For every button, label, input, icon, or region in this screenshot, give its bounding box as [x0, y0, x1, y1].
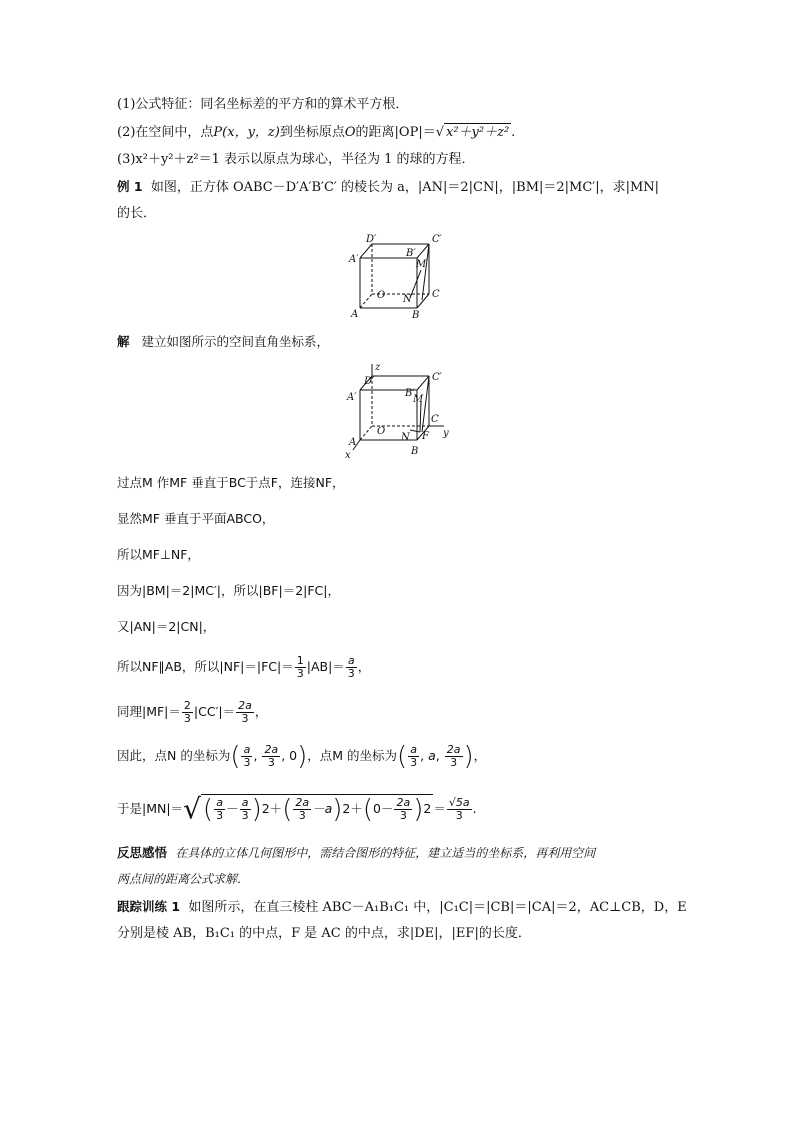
label-M: M [416, 259, 427, 270]
solution-label: 解 [117, 334, 130, 349]
label-y: y [443, 428, 449, 439]
fraction-2a-over-3: $\frac{2a}{3}$ [238, 699, 252, 725]
sphere-equation-line: (3)x²＋y²＋z²＝1 表示以原点为球心，半径为 1 的球的方程． [117, 152, 475, 167]
label-O: O [377, 426, 386, 437]
training-label: 跟踪训练 1 [117, 899, 181, 914]
formula-feature-line: (1)公式特征：同名坐标差的平方和的算术平方根． [117, 97, 409, 112]
label-A: A [349, 437, 357, 448]
training-line-2: 分别是棱 AB，B₁C₁ 的中点，F 是 AC 的中点，求|DE|，|EF|的长度． [117, 926, 531, 941]
reflection-line-2: 两点间的距离公式求解． [117, 872, 250, 886]
label-B-prime: B′ [406, 248, 416, 259]
label-C: C [431, 414, 439, 425]
label-C-prime: C′ [432, 372, 442, 383]
label-F: F [422, 431, 429, 442]
label-D-prime: D′ [364, 376, 375, 387]
label-B: B [411, 446, 419, 457]
label-x: x [345, 450, 351, 460]
step-9: 于是|MN|＝√( $\frac{a}{3}$ － $\frac{a}{3}$ )2＋( $\frac{2a}{3}$ －a)2＋(0－ $\frac{2a}{3}$ )2 ＝ $\frac{√5a}{3}$ . [117, 792, 477, 826]
example-1-line-2: 的长． [117, 206, 157, 221]
label-A-prime: A′ [349, 254, 359, 265]
step-1: 过点M 作MF 垂直于BC于点F，连接NF， [117, 475, 345, 490]
solution-line: 解 建立如图所示的空间直角坐标系， [117, 334, 329, 349]
cube-edges [360, 244, 429, 308]
fraction-two-thirds: $\frac{2}{3}$ [183, 699, 191, 725]
step-2: 显然MF 垂直于平面ABCO， [117, 511, 275, 526]
step-7: 同理|MF|＝ $\frac{2}{3}$ |CC′|＝ $\frac{2a}{3}$ ， [117, 699, 268, 725]
label-A: A [351, 309, 359, 320]
reflection-line: 反思感悟 在具体的立体几何图形中，需结合图形的特征，建立适当的坐标系，再利用空间 [117, 845, 596, 860]
example-1-line: 例 1 如图，正方体 OABC－D′A′B′C′ 的棱长为 a，|AN|＝2|CN|，|BM|＝2|MC′|，求|MN| [117, 179, 660, 195]
step-4: 因为|BM|＝2|MC′|，所以|BF|＝2|FC|， [117, 583, 340, 598]
label-z: z [375, 362, 381, 373]
step-3: 所以MF⊥NF， [117, 547, 200, 562]
label-M: M [413, 394, 424, 405]
step-8: 因此，点N 的坐标为( $\frac{a}{3}$ , $\frac{2a}{3}$ , 0)，点M 的坐标为( $\frac{a}{3}$ , a, $\frac{2a}{3}$ )， [117, 741, 487, 772]
step-5: 又|AN|＝2|CN|， [117, 619, 216, 634]
sqrt-expression: x²＋y²＋z² [446, 125, 510, 140]
example-label: 例 1 [117, 179, 143, 194]
step-6: 所以NF∥AB，所以|NF|＝|FC|＝ $\frac{1}{3}$ |AB|＝ $\frac{a}{3}$ ， [117, 654, 371, 680]
cube-figure [340, 230, 450, 322]
reflection-label: 反思感悟 [117, 845, 168, 860]
label-O: O [377, 290, 386, 301]
label-N: N [403, 294, 412, 305]
label-A-prime: A′ [347, 392, 357, 403]
label-B-prime: B′ [405, 388, 415, 399]
cube-axes-figure [340, 360, 458, 460]
label-C-prime: C′ [432, 234, 442, 245]
label-B: B [412, 310, 420, 321]
distance-formula-line: (2)在空间中，点P(x，y，z)到坐标原点O的距离|OP|＝√ x²＋y²＋z² . [117, 125, 516, 140]
label-C: C [432, 289, 440, 300]
fraction-one-third: $\frac{1}{3}$ [296, 654, 304, 680]
training-line: 跟踪训练 1 如图所示，在直三棱柱 ABC－A₁B₁C₁ 中，|C₁C|＝|CB|＝|CA|＝2，AC⊥CB，D，E [117, 899, 687, 915]
fraction-a-over-3: $\frac{a}{3}$ [347, 654, 355, 680]
label-D-prime: D′ [366, 234, 377, 245]
label-N: N [401, 432, 410, 443]
